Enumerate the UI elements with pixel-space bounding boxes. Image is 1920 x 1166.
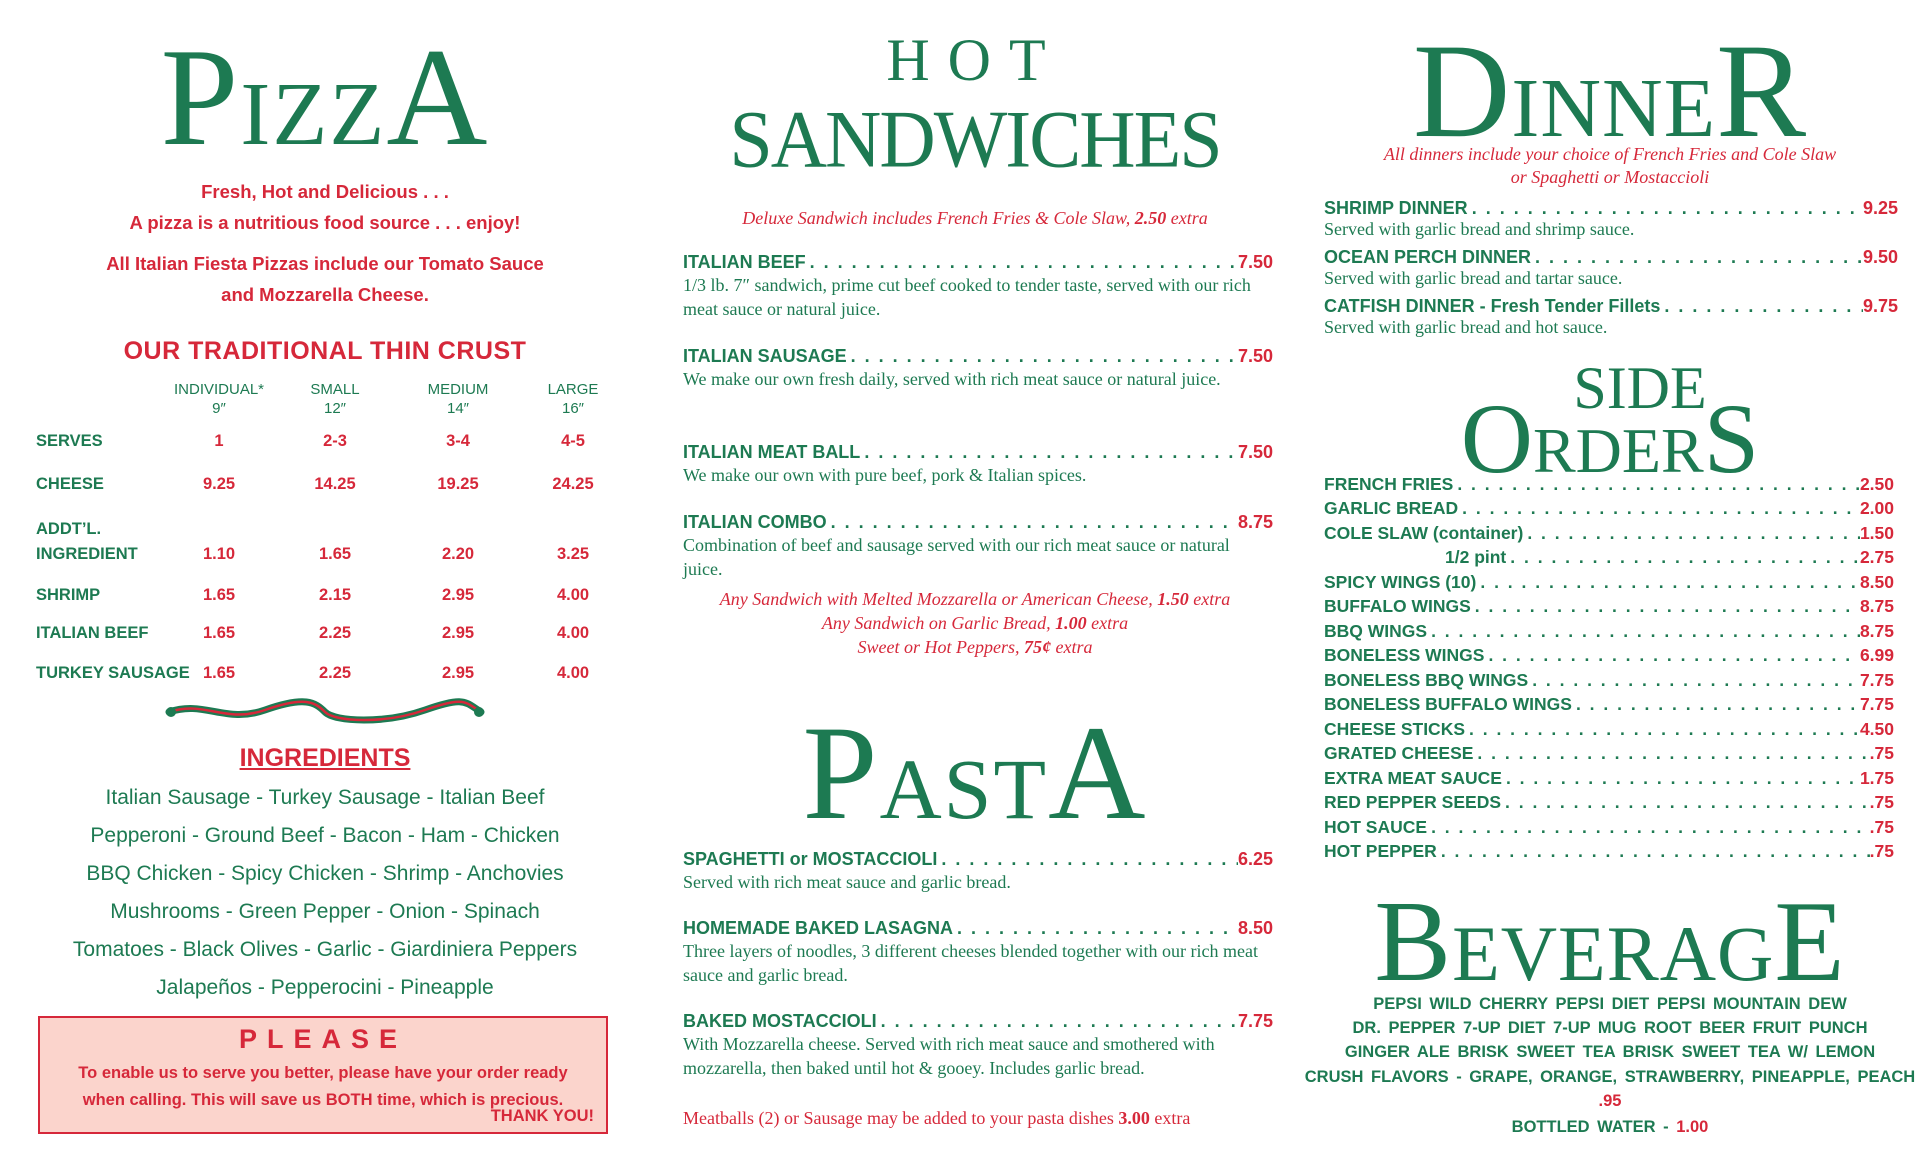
cell-shrimp-individual: 1.65: [202, 586, 236, 604]
pasta-title: [665, 700, 1285, 835]
side-orders-title: [1300, 350, 1920, 485]
side-item-cole-slaw-pint: 1/2 pint . . . 2.75: [1445, 547, 1894, 568]
cell-addtl-small: 1.65: [318, 545, 352, 563]
beverage-bottled-water: BOTTLED WATER - 1.00: [1511, 1118, 1709, 1136]
cell-cheese-small: 14.25: [314, 475, 356, 493]
please-thanks: THANK YOU!: [490, 1107, 594, 1125]
decorative-swirl-divider: [165, 698, 485, 726]
size-header-small: SMALL 12″: [310, 381, 360, 417]
sandwich-item-italian-sausage: ITALIAN SAUSAGE . . . 7.50 We make our own fresh daily, served with rich meat sauce or natural juice.: [683, 346, 1273, 391]
row-label-italian-beef: ITALIAN BEEF: [36, 624, 149, 642]
cell-cheese-individual: 9.25: [202, 475, 236, 493]
side-item-hot-sauce: HOT SAUCE . . . .75: [1324, 817, 1894, 838]
beverage-soda-price: .95: [1598, 1092, 1622, 1110]
side-item-cheese-sticks: CHEESE STICKS . . . 4.50: [1324, 719, 1894, 740]
cell-serves-individual: 1: [214, 432, 224, 450]
size-header-individual: INDIVIDUAL* 9″: [173, 381, 265, 417]
ingredients-heading: INGREDIENTS: [239, 744, 411, 772]
row-label-cheese: CHEESE: [36, 475, 104, 493]
extra-garlic-bread-note: Any Sandwich on Garlic Bread, 1.00 extra: [821, 613, 1129, 633]
row-label-shrimp: SHRIMP: [36, 586, 101, 604]
row-label-ingredient: INGREDIENT: [36, 545, 138, 563]
hot-sandwiches-title: [665, 28, 1285, 193]
svg-text:PIZZA: PIZZA: [160, 26, 490, 156]
cell-serves-small: 2-3: [323, 432, 347, 450]
sandwich-item-italian-beef: ITALIAN BEEF . . . 7.50 1/3 lb. 7″ sandwich, prime cut beef cooked to tender taste, served with our rich meat sauce or natural juice.: [683, 252, 1273, 321]
pizza-title-art: [0, 26, 650, 156]
dinner-note-line1: All dinners include your choice of French Fries and Cole Slaw: [1383, 144, 1837, 164]
cell-turkey-medium: 2.95: [441, 664, 475, 682]
cell-shrimp-large: 4.00: [556, 586, 590, 604]
dinner-note-line2: or Spaghetti or Mostaccioli: [1510, 167, 1710, 187]
pasta-item-baked-mostaccioli: BAKED MOSTACCIOLI . . . 7.75 With Mozzarella cheese. Served with rich meat sauce and smothered with mozzarella, then baked until hot & gooey. Includes garlic bread.: [683, 1011, 1273, 1080]
pasta-item-lasagna: HOMEMADE BAKED LASAGNA . . . 8.50 Three layers of noodles, 3 different cheeses blended together with our rich meat sauce and garlic bread.: [683, 918, 1273, 987]
svg-text:DINNER: DINNER: [1412, 20, 1808, 145]
ingredients-line-4: Mushrooms - Green Pepper - Onion - Spinach: [110, 900, 540, 923]
side-item-boneless-buffalo-wings: BONELESS BUFFALO WINGS . . . 7.75: [1324, 694, 1894, 715]
cell-cheese-large: 24.25: [552, 475, 594, 493]
pizza-title: [0, 26, 650, 161]
cell-shrimp-small: 2.15: [318, 586, 352, 604]
cell-serves-medium: 3-4: [446, 432, 470, 450]
cell-beef-large: 4.00: [556, 624, 590, 642]
dinner-item-catfish: CATFISH DINNER - Fresh Tender Fillets . . . 9.75 Served with garlic bread and hot sauce.: [1324, 296, 1898, 337]
pizza-intro-line3: All Italian Fiesta Pizzas include our Tomato Sauce: [106, 253, 544, 274]
row-label-serves: SERVES: [36, 432, 103, 450]
dinner-title: [1300, 20, 1920, 150]
size-header-medium: MEDIUM 14″: [427, 381, 489, 417]
cell-addtl-large: 3.25: [556, 545, 590, 563]
hot-title-top: HOT: [886, 28, 1064, 93]
pizza-intro-line4: and Mozzarella Cheese.: [221, 284, 429, 305]
cell-beef-individual: 1.65: [202, 624, 236, 642]
side-item-cole-slaw: COLE SLAW (container) . . . 1.50: [1324, 523, 1894, 544]
cell-addtl-medium: 2.20: [441, 545, 475, 563]
side-item-french-fries: FRENCH FRIES . . . 2.50: [1324, 474, 1894, 495]
side-item-grated-cheese: GRATED CHEESE . . . .75: [1324, 743, 1894, 764]
please-notice-box: [38, 1016, 608, 1134]
sandwich-item-italian-combo: ITALIAN COMBO . . . 8.75 Combination of beef and sausage served with our rich meat sauce or natural juice.: [683, 512, 1273, 581]
side-item-garlic-bread: GARLIC BREAD . . . 2.00: [1324, 498, 1894, 519]
beverage-line-4: CRUSH FLAVORS - GRAPE, ORANGE, STRAWBERRY, PINEAPPLE, PEACH: [1304, 1068, 1916, 1086]
sandwich-item-italian-meat-ball: ITALIAN MEAT BALL . . . 7.50 We make our own with pure beef, pork & Italian spices.: [683, 442, 1273, 487]
side-orders-title-art: [1300, 350, 1920, 480]
please-message-line2: when calling. This will save us BOTH time, which is precious.: [82, 1091, 564, 1109]
side-item-extra-meat-sauce: EXTRA MEAT SAUCE . . . 1.75: [1324, 768, 1894, 789]
side-item-boneless-wings: BONELESS WINGS . . . 6.99: [1324, 645, 1894, 666]
side-item-boneless-bbq-wings: BONELESS BBQ WINGS . . . 7.75: [1324, 670, 1894, 691]
extra-peppers-note: Sweet or Hot Peppers, 75¢ extra: [857, 637, 1093, 657]
extra-cheese-note: Any Sandwich with Melted Mozzarella or American Cheese, 1.50 extra: [719, 589, 1231, 609]
side-item-bbq-wings: BBQ WINGS . . . 8.75: [1324, 621, 1894, 642]
cell-serves-large: 4-5: [561, 432, 585, 450]
please-message: [50, 1060, 596, 1114]
size-header-large: LARGE 16″: [547, 381, 599, 417]
dinner-title-art: [1300, 20, 1920, 145]
beverage-line-1: PEPSI WILD CHERRY PEPSI DIET PEPSI MOUNTAIN DEW: [1373, 995, 1847, 1013]
cell-turkey-large: 4.00: [556, 664, 590, 682]
cell-beef-small: 2.25: [318, 624, 352, 642]
svg-text:BEVERAGE: BEVERAGE: [1374, 880, 1846, 990]
beverage-title-art: [1300, 880, 1920, 990]
cell-turkey-small: 2.25: [318, 664, 352, 682]
cell-addtl-individual: 1.10: [202, 545, 236, 563]
side-item-buffalo-wings: BUFFALO WINGS . . . 8.75: [1324, 596, 1894, 617]
beverage-line-3: GINGER ALE BRISK SWEET TEA BRISK SWEET TEA W/ LEMON: [1344, 1043, 1876, 1061]
svg-text:ORDERS: ORDERS: [1460, 383, 1760, 480]
deluxe-note: Deluxe Sandwich includes French Fries & Cole Slaw, 2.50 extra: [742, 208, 1208, 228]
cell-cheese-medium: 19.25: [437, 475, 479, 493]
row-label-turkey-sausage: TURKEY SAUSAGE: [36, 664, 190, 682]
beverage-line-2: DR. PEPPER 7-UP DIET 7-UP MUG ROOT BEER FRUIT PUNCH: [1352, 1019, 1868, 1037]
beverage-title: [1300, 880, 1920, 995]
please-message-line1: To enable us to serve you better, please have your order ready: [78, 1064, 568, 1082]
ingredients-line-2: Pepperoni - Ground Beef - Bacon - Ham - Chicken: [90, 824, 560, 847]
pizza-intro-line2: A pizza is a nutritious food source . . . enjoy!: [129, 212, 521, 233]
pizza-intro-line1: Fresh, Hot and Delicious . . .: [201, 181, 449, 202]
side-item-hot-pepper: HOT PEPPER . . . .75: [1324, 841, 1894, 862]
please-title: PLEASE: [238, 1024, 408, 1054]
pasta-item-spaghetti: SPAGHETTI or MOSTACCIOLI . . . 6.25 Served with rich meat sauce and garlic bread.: [683, 849, 1273, 894]
hot-sandwiches-title-art: [665, 28, 1285, 188]
crust-heading: OUR TRADITIONAL THIN CRUST: [123, 337, 527, 365]
pasta-extra-note: Meatballs (2) or Sausage may be added to your pasta dishes 3.00 extra: [683, 1108, 1191, 1128]
side-item-spicy-wings: SPICY WINGS (10) . . . 8.50: [1324, 572, 1894, 593]
svg-text:PASTA: PASTA: [802, 700, 1148, 830]
ingredients-line-6: Jalapeños - Pepperocini - Pineapple: [156, 976, 494, 999]
ingredients-line-5: Tomatoes - Black Olives - Garlic - Giardiniera Peppers: [72, 938, 578, 961]
ingredients-line-1: Italian Sausage - Turkey Sausage - Italian Beef: [105, 786, 545, 809]
side-title-top: SIDE: [1573, 355, 1707, 421]
side-item-red-pepper-seeds: RED PEPPER SEEDS . . . .75: [1324, 792, 1894, 813]
cell-beef-medium: 2.95: [441, 624, 475, 642]
dinner-item-shrimp: SHRIMP DINNER . . . 9.25 Served with garlic bread and shrimp sauce.: [1324, 198, 1898, 239]
ingredients-line-3: BBQ Chicken - Spicy Chicken - Shrimp - Anchovies: [86, 862, 564, 885]
cell-shrimp-medium: 2.95: [441, 586, 475, 604]
hot-title-bottom: SANDWICHES: [729, 94, 1221, 186]
dinner-item-ocean-perch: OCEAN PERCH DINNER . . . 9.50 Served with garlic bread and tartar sauce.: [1324, 247, 1898, 288]
row-label-addtl: ADDT’L.: [36, 520, 102, 538]
cell-turkey-individual: 1.65: [202, 664, 236, 682]
pasta-title-art: [665, 700, 1285, 830]
